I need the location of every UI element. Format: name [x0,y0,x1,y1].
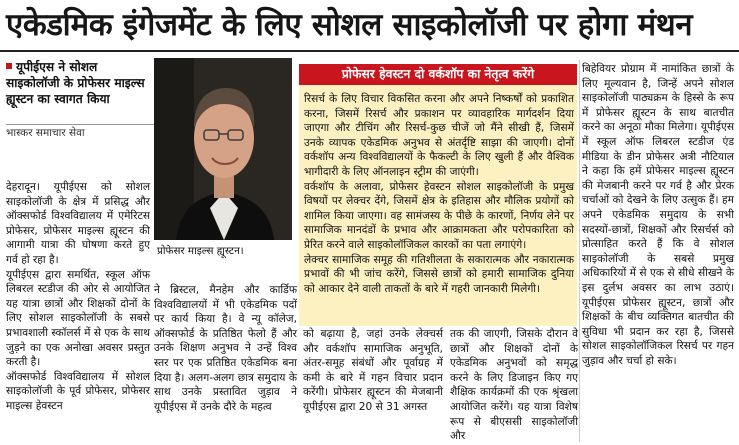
bullet-square-icon [6,63,12,69]
paragraph: को बढ़ाया है, जहां उनके लेक्चर्स और वर्कशॉप सामाजिक अनुभूति, अंतर-समूह संबंधों और पूर्वाग्रह में कमी के बारे में गहन विचार प्रदान करेंगी। प्रोफेसर ह्यूस्टन की मेजबानी यूपीईएस द्वारा 20 से 31 अगस्त [303,328,443,413]
photo-caption: प्रोफेसर माइल्स ह्यूस्टन। [154,240,295,264]
paragraph: वर्कशॉप के अलावा, प्रोफेसर हेवस्टन सोशल साइकोलॉजी के प्रमुख विषयों पर लेक्चर देंगे, जिसमें क्षेत्र के इतिहास और मौलिक प्रयोगों को शामिल किया जाएगा। वह सामंजस्य के पीछे के कारणों, निर्णय लेने पर सामाजिक मानदंडों के प्रभाव और आक्रामकता और परोपकारिता को प्रेरित करने वाले साइकोलॉजिकल कारकों का पता लगाएंगे। [304,180,574,251]
portrait-illustration [154,58,292,240]
subheadline-text: यूपीईएस ने सोशल साइकोलॉजी के प्रोफेसर माइल्स ह्यूस्टन का स्वागत किया [6,60,145,106]
column-divider [579,60,580,442]
byline: भास्कर समाचार सेवा [6,124,154,140]
paragraph: तक की जाएगी, जिसके दौरान वे छात्रों और शिक्षकों दोनों के एकेडमिक अनुभवों को समृद्ध करने के लिए डिजाइन किए गए शैक्षिक कार्यक्रमों की एक श्रृंखला आयोजित करेंगे। यह यात्रा विशेष रूप से बीएससी साइकोलॉजी और [450,328,578,443]
column-1 [6,180,150,414]
paragraph: देहरादून। यूपीईएस को सोशल साइकोलॉजी के क्षेत्र में प्रसिद्ध और ऑक्सफोर्ड विश्वविद्यालय में एमेरिटस प्रोफेसर, प्रोफेसर माइल्स ह्यूस्टन की आगामी यात्रा की घोषणा करते हुए गर्व हो रहा है। [6,181,150,266]
paragraph: लेक्चर सामाजिक समूह की गतिशीलता के सकारात्मक और नकारात्मक प्रभावों की भी जांच करेंगे, जिससे छात्रों को हमारी सामाजिक दुनिया को आकार देने वाली ताकतों के बारे में गहरी जानकारी मिलेगी। [304,253,574,295]
headline: एकेडमिक इंगेजमेंट के लिए सोशल साइकोलॉजी पर होगा मंथन [6,7,693,43]
column-3 [303,327,443,415]
workshop-box-heading: प्रोफेसर हेवस्टन दो वर्कशॉप का नेतृत्व करेंगे [299,64,577,85]
column-4 [450,327,578,444]
workshop-box-text [304,92,574,296]
subheadline [6,59,154,107]
paragraph: ने ब्रिस्टल, मैनहेम और कार्डिफ विश्वविद्यालयों में भी एकेडमिक पदों पर कार्य किया है। वे न्यू कॉलेज, ऑक्सफोर्ड के प्रतिष्ठित फेलो हैं और उनके शिक्षण अनुभव ने उन्हें विश्व स्तर पर एक प्रतिष्ठित एकेडमिक बना दिया है। अलग-अलग छात्र समुदाय के साथ उनके प्रस्तावित जुड़ाव ने यूपीईएस में उनके दौरे के महत्व [154,284,297,413]
paragraph: यूपीईएस द्वारा समर्थित, स्कूल ऑफ लिबरल स्टडीज की ओर से आयोजित यह यात्रा छात्रों और शिक्षकों दोनों के लिए सोशल साइकोलॉजी के सबसे प्रभावशाली स्कॉलर्स में से एक के साथ जुड़ने का एक अनोखा अवसर प्रस्तुत करती है। [6,268,150,369]
paragraph: बिहेवियर प्रोग्राम में नामांकित छात्रों के लिए मूल्यवान है, जिन्हें अपने सोशल साइकोलॉजी पाठ्यक्रम के हिस्से के रूप में प्रोफेसर ह्यूस्टन के साथ बातचीत करने का अनूठा मौका मिलेगा। यूपीईएस में स्कूल ऑफ लिबरल स्टडीज एंड मीडिया के डीन प्रोफेसर अत्री नौटियाल ने कहा कि हमें प्रोफेसर माइल्स ह्यूस्टन की मेजबानी करने पर गर्व है और प्रेरक चर्चाओं को देखने के लिए उत्सुक हैं। हम अपने एकेडमिक समुदाय के सभी सदस्यों-छात्रों, शिक्षकों और रिसर्चर्स को प्रोत्साहित करते हैं कि वे सोशल साइकोलॉजी के सबसे प्रमुख अधिकारियों में से एक से सीधे सीखने के इस दुर्लभ अवसर का लाभ उठाएं। यूपीईएस प्रोफेसर ह्यूस्टन, छात्रों और शिक्षकों के बीच व्यक्तिगत बातचीत की सुविधा भी प्रदान कर रहा है, जिससे सोशल साइकोलॉजिकल रिसर्च पर गहन जुड़ाव और चर्चा हो सके। [582,63,734,367]
column-5 [582,62,734,368]
headline-rule [0,50,739,52]
paragraph: ऑक्सफोर्ड विश्वविद्यालय में सोशल साइकोलॉजी के पूर्व प्रोफेसर, प्रोफेसर माइल्स हेवस्टन [6,370,150,412]
portrait-photo [154,58,292,240]
paragraph: रिसर्च के लिए विचार विकसित करना और अपने निष्कर्षों को प्रकाशित करना, जिसमें रिसर्च और प्रकाशन पर व्यावहारिक मार्गदर्शन दिया जाएगा और टीचिंग और रिसर्च-कुछ चीजें जो मैंने सीखी हैं, जिसमें उनके व्यापक एकेडमिक अनुभव से अंतर्दृष्टि साझा की जाएगी। दोनों वर्कशॉप अन्य विश्वविद्यालयों के फैकल्टी के लिए खुली हैं और वैश्विक भागीदारी के लिए ऑनलाइन स्ट्रीम की जाएंगी। [304,93,574,178]
column-2 [154,283,297,414]
